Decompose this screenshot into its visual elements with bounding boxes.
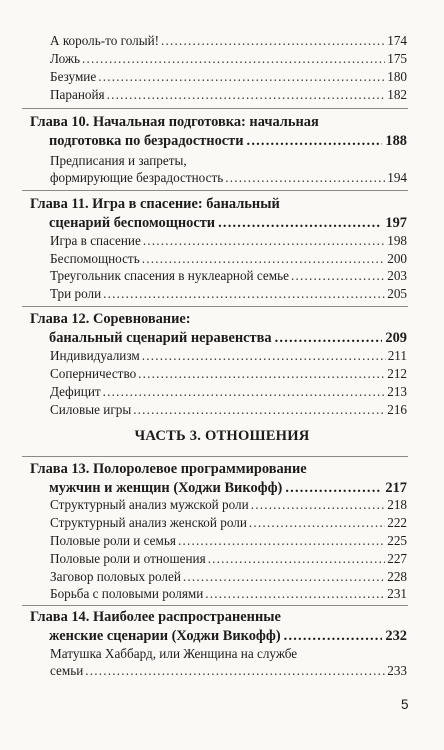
toc-entry[interactable] — [50, 69, 407, 85]
entry-title: Силовые игры — [50, 402, 132, 417]
divider-rule — [22, 108, 408, 109]
chapter-page: 197 — [385, 215, 407, 231]
entry-page: 200 — [387, 251, 407, 266]
chapter-title-line: банальный сценарий неравенства — [49, 330, 272, 346]
entry-page: 231 — [387, 586, 407, 601]
toc-entry[interactable] — [50, 170, 407, 186]
dot-leader — [82, 51, 385, 67]
chapter-page: 209 — [385, 330, 407, 346]
entry-title: Соперничество — [50, 366, 137, 381]
entry-title: А король-то голый! — [50, 33, 160, 48]
toc-entry[interactable] — [50, 87, 407, 103]
entry-title-line: Предписания и запреты, — [50, 153, 187, 168]
entry-page: 227 — [387, 551, 407, 566]
dot-leader — [143, 233, 385, 249]
entry-page: 180 — [387, 69, 407, 84]
entry-title: семьи — [50, 663, 84, 678]
toc-entry[interactable] — [50, 366, 407, 382]
dot-leader — [247, 133, 383, 150]
entry-page: 211 — [387, 348, 407, 363]
entry-page: 233 — [387, 663, 407, 678]
toc-entry[interactable] — [50, 569, 407, 585]
toc-entry[interactable] — [50, 51, 407, 67]
entry-title: Структурный анализ женской роли — [50, 515, 247, 530]
entry-page: 175 — [387, 51, 407, 66]
chapter-title-line: подготовка по безрадостности — [49, 133, 244, 149]
entry-page: 198 — [387, 233, 407, 248]
entry-title: Беспомощность — [50, 251, 140, 266]
toc-entry[interactable] — [50, 251, 407, 267]
toc-entry[interactable] — [50, 33, 407, 49]
entry-title: Треугольник спасения в нуклеарной семье — [50, 268, 289, 283]
entry-page: 218 — [387, 497, 407, 512]
toc-entry[interactable] — [50, 586, 407, 602]
entry-page: 182 — [387, 87, 407, 102]
dot-leader — [249, 515, 385, 531]
chapter-title-line: женские сценарии (Ходжи Викофф) — [49, 628, 281, 644]
divider-rule — [22, 605, 408, 606]
chapter-title-line: Глава 13. Полоролевое программирование — [30, 461, 307, 477]
chapter-title-line: мужчин и женщин (Ходжи Викофф) — [49, 480, 283, 496]
dot-leader — [225, 170, 385, 186]
chapter-11-heading[interactable] — [30, 196, 407, 232]
dot-leader — [205, 586, 385, 602]
divider-rule — [22, 190, 408, 191]
dot-leader — [161, 33, 385, 49]
entry-title: Безумие — [50, 69, 97, 84]
toc-entry[interactable] — [50, 551, 407, 567]
dot-leader — [275, 330, 383, 347]
toc-entry[interactable] — [50, 533, 407, 549]
divider-rule — [22, 306, 408, 307]
divider-rule — [22, 456, 408, 457]
entry-page: 205 — [387, 286, 407, 301]
dot-leader — [103, 286, 385, 302]
dot-leader — [251, 497, 386, 513]
dot-leader — [291, 268, 385, 284]
chapter-title-line: сценарий беспомощности — [49, 215, 216, 231]
chapter-title-line: Глава 10. Начальная подготовка: начальная — [30, 114, 319, 130]
chapter-title-line: Глава 12. Соревнование: — [30, 311, 191, 327]
dot-leader — [107, 87, 386, 103]
toc-entry[interactable] — [50, 286, 407, 302]
dot-leader — [218, 215, 382, 232]
dot-leader — [103, 384, 386, 400]
part-heading[interactable]: ЧАСТЬ 3. ОТНОШЕНИЯ — [134, 428, 310, 444]
dot-leader — [208, 551, 386, 567]
chapter-10-heading[interactable] — [30, 114, 407, 150]
entry-title: Заговор половых ролей — [50, 569, 181, 584]
entry-title: формирующие безрадостность — [50, 170, 224, 185]
entry-title: Дефицит — [50, 384, 101, 399]
toc-entry[interactable] — [50, 348, 407, 364]
toc-entry[interactable] — [50, 268, 407, 284]
dot-leader — [98, 69, 385, 85]
chapter-page: 188 — [385, 133, 407, 149]
entry-page: 228 — [387, 569, 407, 584]
entry-title: Структурный анализ мужской роли — [50, 497, 249, 512]
chapter-page: 217 — [385, 480, 407, 496]
entry-title-line: Матушка Хаббард, или Женщина на службе — [50, 646, 298, 661]
entry-title: Игра в спасение — [50, 233, 141, 248]
entry-page: 213 — [387, 384, 407, 399]
entry-title: Индивидуализм — [50, 348, 140, 363]
dot-leader — [285, 480, 382, 497]
entry-title: Половые роли и семья — [50, 533, 176, 548]
toc-entry[interactable] — [50, 515, 407, 531]
entry-page: 174 — [387, 33, 407, 48]
page-number: 5 — [401, 697, 409, 712]
chapter-14-heading[interactable] — [30, 609, 407, 645]
toc-entry[interactable] — [50, 497, 407, 513]
toc-entry[interactable] — [50, 233, 407, 249]
dot-leader — [142, 251, 386, 267]
entry-page: 225 — [387, 533, 407, 548]
chapter-13-heading[interactable] — [30, 461, 407, 497]
chapter-page: 232 — [385, 628, 407, 644]
dot-leader — [178, 533, 385, 549]
entry-page: 222 — [387, 515, 407, 530]
toc-entry[interactable] — [50, 384, 407, 400]
entry-title: Половые роли и отношения — [50, 551, 206, 566]
dot-leader — [142, 348, 386, 364]
toc-entry[interactable] — [50, 402, 407, 418]
entry-title: Ложь — [50, 51, 81, 66]
dot-leader — [85, 663, 385, 679]
entry-page: 216 — [387, 402, 407, 417]
entry-page: 203 — [387, 268, 407, 283]
chapter-title-line: Глава 11. Игра в спасение: банальный — [30, 196, 280, 212]
entry-page: 212 — [387, 366, 407, 381]
toc-entry[interactable] — [50, 663, 407, 679]
dot-leader — [138, 366, 385, 382]
entry-title: Паранойя — [50, 87, 105, 102]
entry-title: Борьба с половыми ролями — [50, 586, 204, 601]
dot-leader — [183, 569, 385, 585]
entry-page: 194 — [387, 170, 407, 185]
entry-title: Три роли — [50, 286, 102, 301]
chapter-title-line: Глава 14. Наиболее распространенные — [30, 609, 281, 625]
dot-leader — [133, 402, 385, 418]
dot-leader — [284, 628, 383, 645]
chapter-12-heading[interactable] — [30, 311, 407, 347]
